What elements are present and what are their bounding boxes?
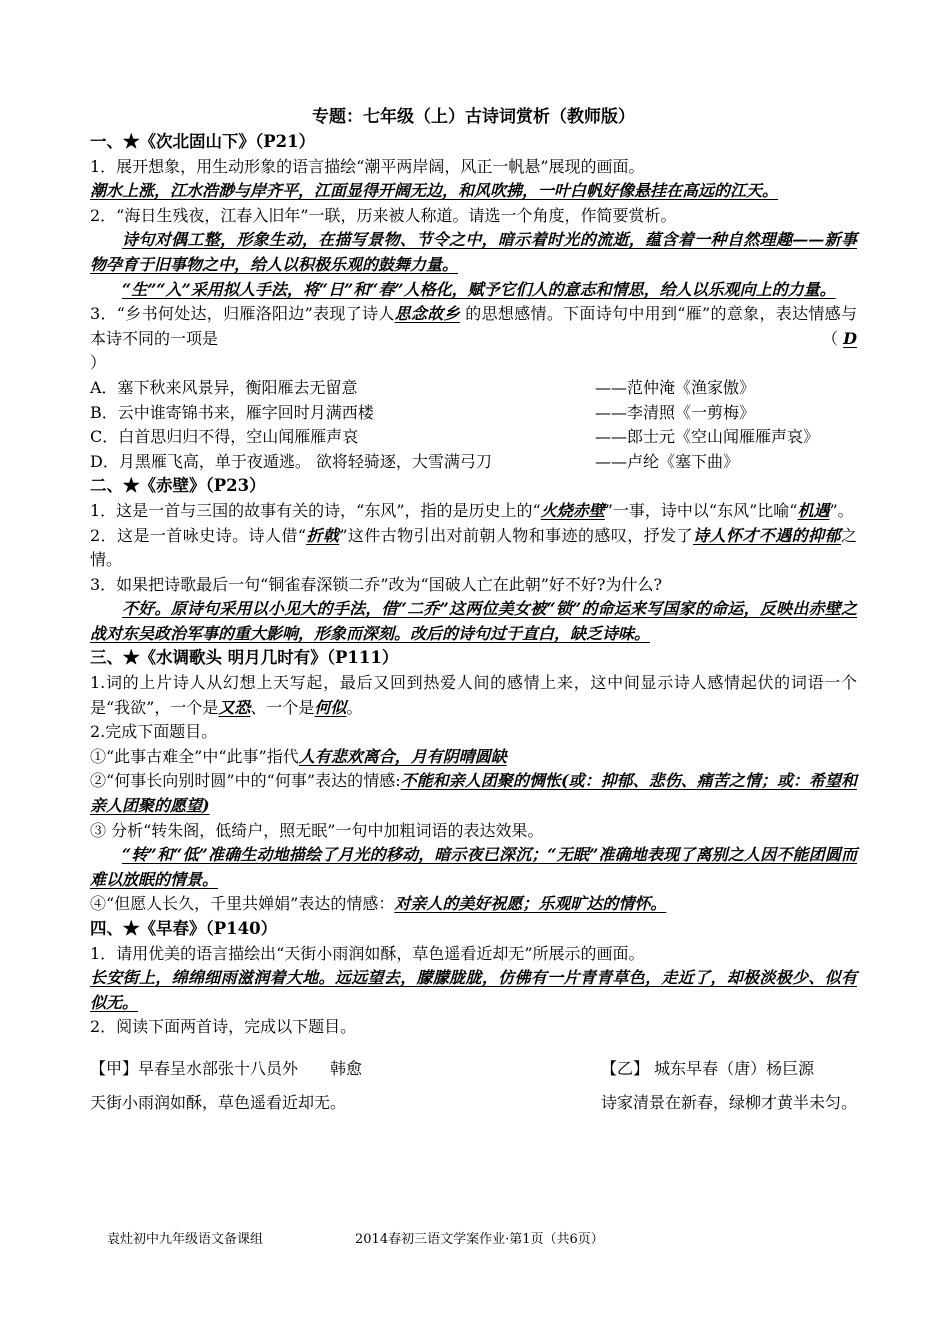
s1-question-1: 1．展开想象，用生动形象的语言描绘“潮平两岸阔，风正一帆悬”展现的画面。 — [90, 156, 645, 176]
option-b — [90, 401, 857, 426]
s3-q1-answer-2: 何似 — [314, 697, 347, 717]
s1-question-3 — [90, 302, 857, 351]
option-d-text: D．月黑雁飞高，单于夜遁逃。 欲将轻骑逐，大雪满弓刀 — [90, 451, 492, 471]
s3-item-2-text: ②“何事长向别时圆”中的“何事”表达的情感: — [90, 771, 401, 791]
s3-item-4-text: ④“但愿人长久，千里共婵娟”表达的情感： — [90, 894, 395, 914]
s2-q2-text-a: 2．这是一首咏史诗。诗人借“ — [90, 525, 306, 545]
s1-q3-choice — [822, 327, 857, 352]
paren-left: （ — [822, 328, 839, 348]
s3-item-4-answer: 对亲人的美好祝愿；乐观旷达的情怀。 — [394, 894, 667, 914]
s3-item-1-answer: 人有悲欢离合，月有阴晴圆缺 — [298, 746, 507, 766]
s3-question-2: 2.完成下面题目。 — [90, 722, 218, 742]
option-b-source: ——李清照《一剪梅》 — [595, 402, 756, 422]
option-c-text: C．白首思归归不得，空山闻雁雁声哀 — [90, 427, 359, 447]
s3-item-1 — [90, 745, 857, 770]
footer-right: 2014春初三语文学案作业·第1页（共6页） — [355, 1232, 604, 1247]
s1-answer-2b: “生”“入”采用拟人手法，将“日”和“春”人格化，赋予它们人的意志和情思，给人以乐观向上的力量。 — [122, 279, 836, 299]
s1-q3-paren-close: ） — [90, 353, 107, 373]
s2-q1-text-c: ”。 — [829, 500, 854, 520]
s2-q2-text-c: 之情。 — [90, 525, 857, 570]
s2-q2-answer-1: 折戟 — [306, 525, 340, 545]
s1-q3-blank-answer: 思念故乡 — [394, 304, 460, 324]
s3-q1-text-c: 。 — [346, 697, 363, 717]
section-3-heading: 三、★《水调歌头 明月几时有》（P111） — [90, 648, 399, 668]
s1-q3-text-a: 3．“乡书何处达，归雁洛阳边”表现了诗人 — [90, 304, 395, 324]
s3-item-1-text: ①“此事古难全”中“此事”指代 — [90, 746, 299, 766]
s1-answer-1: 潮水上涨，江水浩渺与岸齐平，江面显得开阔无边，和风吹拂，一叶白帆好像悬挂在高远的江天。 — [90, 181, 779, 201]
s3-item-3-answer: “转”和“低”准确生动地描绘了月光的移动，暗示夜已深沉；“无眠”准确地表现了离别之人因不能团圆而难以放眠的情景。 — [90, 845, 857, 889]
poem-b — [601, 1052, 857, 1120]
poem-a-line: 天街小雨润如酥，草色遥看近却无。 — [90, 1092, 347, 1112]
s1-answer-2a: 诗句对偶工整，形象生动，在描写景物、节令之中，暗示着时光的流逝，蕴含着一种自然理趣——新事物孕育于旧事物之中，给人以积极乐观的鼓舞力量。 — [90, 230, 857, 274]
section-1-heading: 一、★《次北固山下》（P21） — [90, 132, 316, 151]
s4-question-2: 2．阅读下面两首诗，完成以下题目。 — [90, 1017, 357, 1037]
option-d — [90, 450, 857, 475]
s3-item-3: ③ 分析“转朱阁，低绮户，照无眠”一句中加粗词语的表达效果。 — [90, 820, 544, 840]
s1-q3-choice-answer: D — [843, 328, 857, 348]
option-b-text: B．云中谁寄锦书来，雁字回时月满西楼 — [90, 402, 374, 422]
s2-q2-answer-2: 诗人怀才不遇的抑郁 — [693, 525, 841, 545]
s1-q3-text-b: 的思想感情。下面诗句中用到“雁”的意象，表达情感与本诗不同的一项是 — [90, 304, 857, 348]
option-d-source: ——卢纶《塞下曲》 — [595, 451, 740, 471]
option-a-source: ——范仲淹《渔家傲》 — [595, 377, 756, 397]
page-title: 专题：七年级（上）古诗词赏析（教师版） — [312, 107, 635, 127]
s2-q2-text-b: ”这件古物引出对前朝人物和事迹的感叹，抒发了 — [339, 525, 694, 545]
s3-q1-text-b: 、一个是 — [250, 697, 315, 717]
s2-q1-text-a: 1．这是一首与三国的故事有关的诗，“东风”，指的是历史上的“ — [90, 500, 541, 520]
s2-answer-3: 不好。原诗句采用以小见大的手法，借“二乔”这两位美女被“锁”的命运来写国家的命运，反映出赤壁之战对东吴政治军事的重大影响，形象而深刻。改后的诗句过于直白，缺乏诗味。 — [90, 599, 857, 643]
footer-left: 袁灶初中九年级语文备课组 — [107, 1232, 264, 1247]
s1-question-2: 2．“海日生残夜，江春入旧年”一联，历来被人称道。请选一个角度，作简要赏析。 — [90, 205, 677, 225]
option-a — [90, 376, 857, 401]
section-4-heading: 四、★《早春》（P140） — [90, 919, 278, 938]
s2-question-3: 3．如果把诗歌最后一句“铜雀春深锁二乔”改为“国破人亡在此朝”好不好?为什么? — [90, 574, 663, 594]
document-page — [90, 104, 857, 1120]
s2-question-1 — [90, 499, 857, 524]
s3-q1-text-a: 1.词的上片诗人从幻想上天写起，最后又回到热爱人间的感情上来，这中间显示诗人感情起伏的词语一个是“我欲”，一个是 — [90, 673, 857, 717]
poems-block — [90, 1052, 857, 1120]
s2-q1-text-b: ”一事，诗中以“东风”比喻“ — [604, 500, 798, 520]
poem-a-title: 【甲】早春呈水部张十八员外 韩愈 — [90, 1058, 363, 1078]
s3-item-2 — [90, 769, 857, 818]
s2-q1-answer-2: 机遇 — [797, 500, 830, 520]
option-c — [90, 425, 857, 450]
s4-question-1: 1．请用优美的语言描绘出“天街小雨润如酥，草色遥看近却无”所展示的画面。 — [90, 943, 645, 963]
s4-answer-1: 长安街上，绵绵细雨滋润着大地。远远望去，朦朦胧胧，仿佛有一片青青草色，走近了，却极淡极少、似有似无。 — [90, 968, 857, 1012]
option-a-text: A．塞下秋来风景异，衡阳雁去无留意 — [90, 377, 358, 397]
page-footer — [107, 1228, 747, 1247]
s2-q1-answer-1: 火烧赤壁 — [540, 500, 605, 520]
s3-q1-answer-1: 又恐 — [218, 697, 251, 717]
s2-question-2 — [90, 524, 857, 573]
poem-a — [90, 1052, 362, 1120]
s1-options — [90, 376, 857, 474]
s3-item-2-answer: 不能和亲人团聚的惆怅(或：抑郁、悲伤、痛苦之情；或：希望和亲人团聚的愿望) — [90, 771, 857, 816]
section-2-heading: 二、★《赤壁》（P23） — [90, 476, 266, 496]
s3-item-4 — [90, 892, 857, 917]
option-c-source: ——郎士元《空山闻雁雁声哀》 — [595, 427, 820, 447]
poem-b-line: 诗家清景在新春，绿柳才黄半未匀。 — [600, 1092, 857, 1112]
s3-question-1 — [90, 671, 857, 720]
poem-b-title: 【乙】 城东早春（唐）杨巨源 — [600, 1058, 815, 1078]
